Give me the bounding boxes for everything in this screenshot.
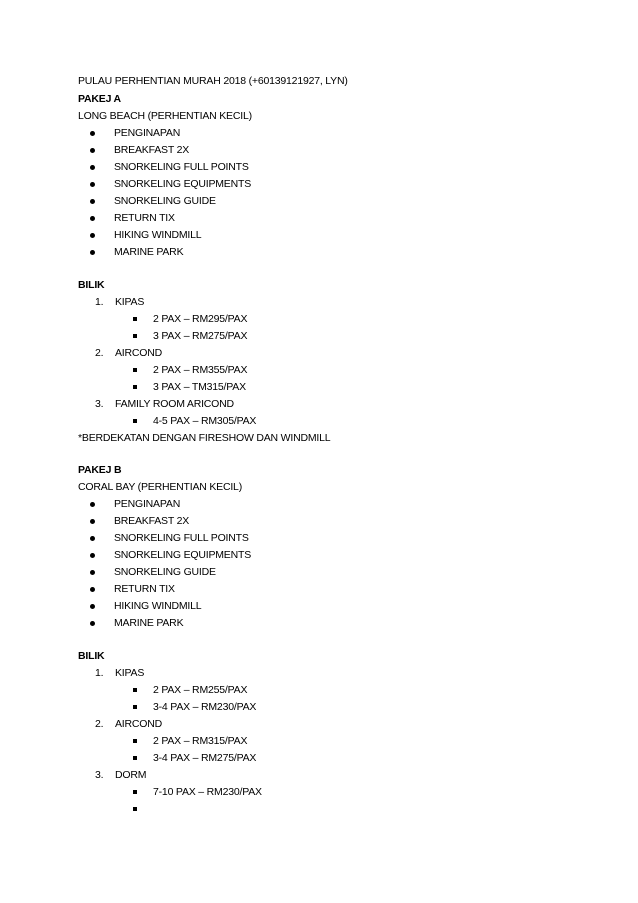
square-bullet-icon xyxy=(133,368,137,372)
pakej-b-location: CORAL BAY (PERHENTIAN KECIL) xyxy=(78,481,242,493)
pakej-a-note: *BERDEKATAN DENGAN FIRESHOW DAN WINDMILL xyxy=(78,432,331,444)
square-bullet-icon xyxy=(133,419,137,423)
bullet-icon xyxy=(90,519,95,524)
bullet-icon xyxy=(90,131,95,136)
bullet-icon xyxy=(90,216,95,221)
pakej-b-heading: PAKEJ B xyxy=(78,464,122,476)
bullet-icon xyxy=(90,621,95,626)
pakej-a-heading: PAKEJ A xyxy=(78,93,121,105)
square-bullet-icon xyxy=(133,334,137,338)
square-bullet-icon xyxy=(133,756,137,760)
bullet-icon xyxy=(90,233,95,238)
square-bullet-icon xyxy=(133,688,137,692)
document-page: PULAU PERHENTIAN MURAH 2018 (+60139121927, LYN) PAKEJ A LONG BEACH (PERHENTIAN KECIL) PENGINAPAN BREAKFAST 2X SNORKELING FULL POINTS SNORKELING EQUIPMENTS SNORKELING GUIDE RETURN TIX HIKING WINDMILL MARINE PARK BILIK 1. KIPAS 2 PAX – RM295/PAX 3 PAX – RM275/PAX 2. AIRCOND 2 PAX – RM355/PAX 3 PAX – TM315/PAX 3. FAMILY ROOM ARICOND 4-5 PAX – RM305/PAX *BERDEKATAN DENGAN FIRESHOW DAN WINDMILL PAKEJ B CORAL BAY (PERHENTIAN KECIL) PENGINAPAN BREAKFAST 2X SNORKELING FULL POINTS SNORKELING EQUIPMENTS SNORKELING GUIDE RETURN TIX HIKING WINDMILL MARINE PARK BILIK 1. KIPAS 2 PAX – RM255/PAX 3-4 PAX – RM230/PAX 2. AIRCOND 2 PAX – RM315/PAX 3-4 PAX – RM275/PAX 3. DORM 7-10 PAX – RM230/PAX xyxy=(0,0,638,903)
square-bullet-icon xyxy=(133,705,137,709)
bullet-icon xyxy=(90,604,95,609)
square-bullet-icon xyxy=(133,807,137,811)
square-bullet-icon xyxy=(133,385,137,389)
bullet-icon xyxy=(90,536,95,541)
square-bullet-icon xyxy=(133,739,137,743)
bullet-icon xyxy=(90,199,95,204)
document-title: PULAU PERHENTIAN MURAH 2018 (+60139121927, LYN) xyxy=(78,75,348,87)
pakej-a-location: LONG BEACH (PERHENTIAN KECIL) xyxy=(78,110,252,122)
bullet-icon xyxy=(90,182,95,187)
bullet-icon xyxy=(90,587,95,592)
bilik-heading: BILIK xyxy=(78,650,105,662)
bullet-icon xyxy=(90,250,95,255)
bullet-icon xyxy=(90,165,95,170)
bullet-icon xyxy=(90,570,95,575)
bullet-icon xyxy=(90,502,95,507)
square-bullet-icon xyxy=(133,317,137,321)
square-bullet-icon xyxy=(133,790,137,794)
bullet-icon xyxy=(90,553,95,558)
bilik-heading: BILIK xyxy=(78,279,105,291)
bullet-icon xyxy=(90,148,95,153)
